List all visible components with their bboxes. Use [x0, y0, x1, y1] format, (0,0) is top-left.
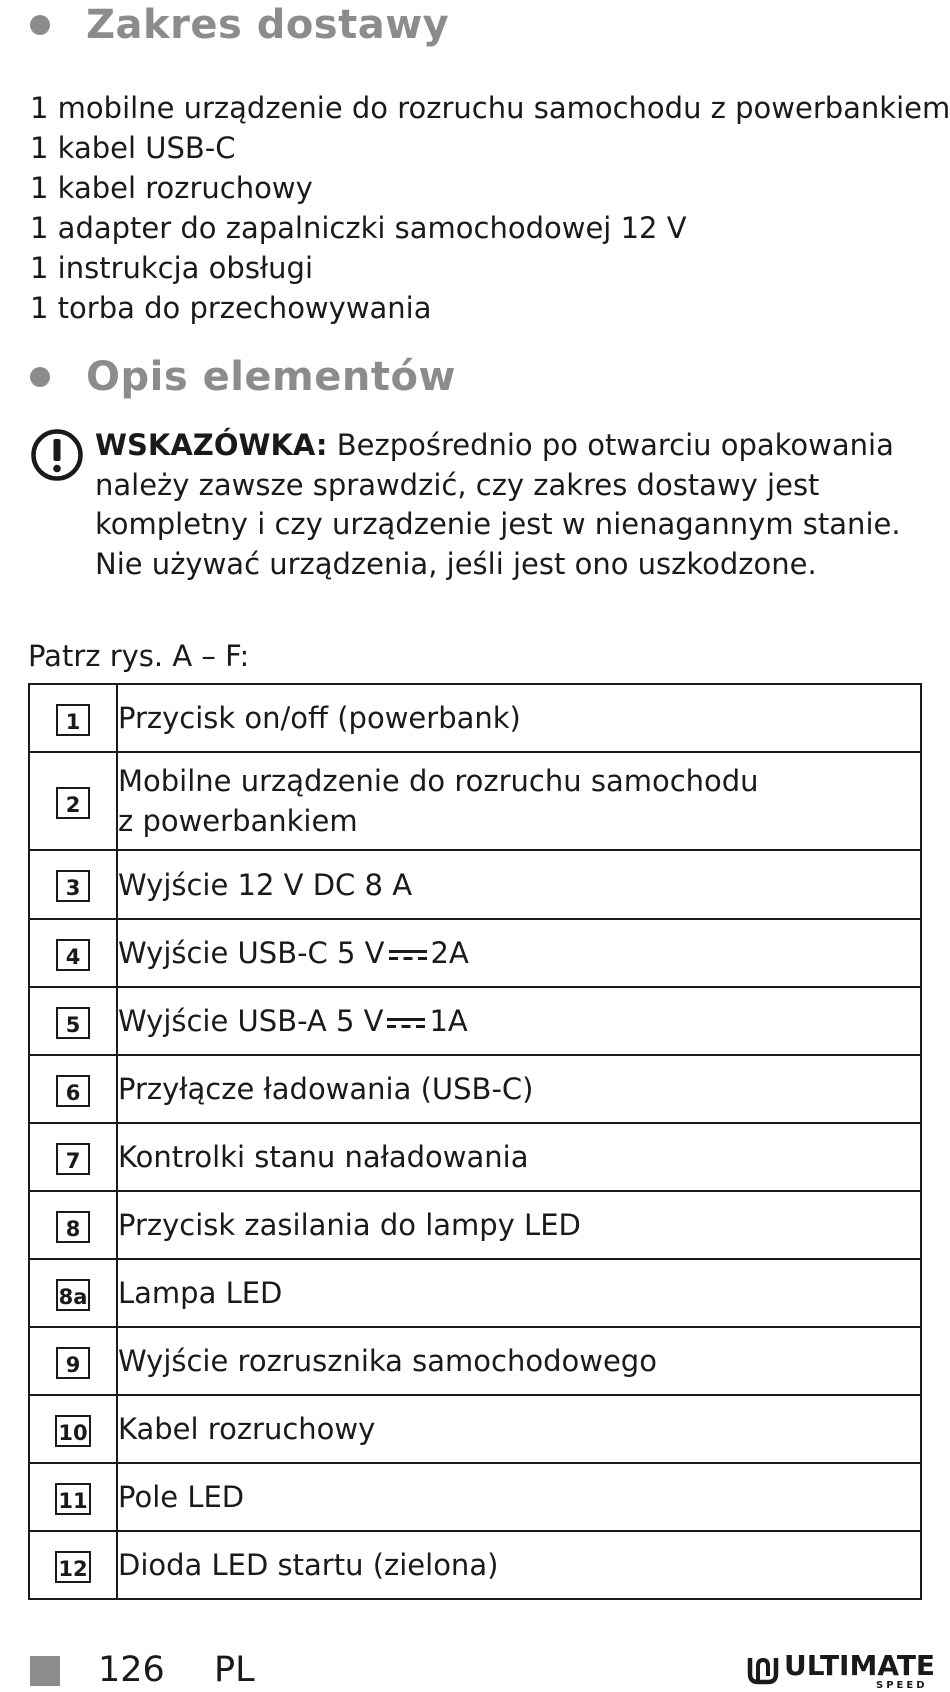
bullet-icon — [30, 15, 50, 35]
part-description-line: Mobilne urządzenie do rozruchu samochodu — [118, 764, 759, 798]
brand-name: ULTIMATE — [784, 1649, 936, 1682]
dc-current-icon — [389, 948, 427, 962]
part-description — [117, 752, 921, 850]
part-number: 8 — [56, 1211, 90, 1243]
part-description — [117, 919, 921, 987]
part-number: 6 — [56, 1075, 90, 1107]
part-description: Przycisk on/off (powerbank) — [117, 684, 921, 752]
part-number: 9 — [56, 1347, 90, 1379]
list-item: 1 kabel rozruchowy — [30, 171, 313, 205]
table-row — [29, 1191, 921, 1259]
part-number: 7 — [56, 1143, 90, 1175]
part-number: 10 — [55, 1415, 90, 1447]
list-item: 1 kabel USB-C — [30, 131, 236, 165]
bullet-icon — [30, 367, 50, 387]
language-code: PL — [214, 1650, 255, 1690]
ultimate-speed-logo-icon — [746, 1652, 780, 1686]
section-title: Zakres dostawy — [86, 2, 450, 48]
section-heading-scope — [30, 2, 449, 48]
part-description: Kontrolki stanu naładowania — [117, 1123, 921, 1191]
exclamation-circle-icon — [30, 428, 84, 482]
table-row — [29, 919, 921, 987]
table-row — [29, 1395, 921, 1463]
part-description: Wyjście 12 V DC 8 A — [117, 850, 921, 919]
table-row — [29, 1531, 921, 1599]
note-body: Bezpośrednio po otwarciu opakowania należy zawsze sprawdzić, czy zakres dostawy jest kompletny i czy urządzenie jest w nienagannym stanie. Nie używać urządzenia, jeśli jest ono uszkodzone. — [95, 428, 901, 581]
part-number: 4 — [56, 939, 90, 971]
table-row — [29, 1327, 921, 1395]
part-description: Lampa LED — [117, 1259, 921, 1327]
list-item: 1 adapter do zapalniczki samochodowej 12 V — [30, 211, 687, 245]
part-description-value: 2A — [430, 936, 469, 970]
page-number: 126 — [98, 1650, 165, 1690]
part-number: 1 — [56, 704, 90, 736]
section-title: Opis elementów — [86, 354, 456, 400]
part-description: Przyłącze ładowania (USB-C) — [117, 1055, 921, 1123]
part-number: 12 — [55, 1551, 90, 1583]
part-description: Pole LED — [117, 1463, 921, 1531]
list-item: 1 instrukcja obsługi — [30, 251, 314, 285]
part-number: 3 — [56, 870, 90, 902]
part-description: Dioda LED startu (zielona) — [117, 1531, 921, 1599]
table-row — [29, 752, 921, 850]
list-item: 1 torba do przechowywania — [30, 291, 432, 325]
section-heading-parts — [30, 354, 456, 400]
part-number: 8a — [56, 1279, 91, 1311]
table-row — [29, 684, 921, 752]
part-description-text: Wyjście USB-A 5 V — [118, 1004, 384, 1038]
part-number: 11 — [55, 1483, 90, 1515]
part-description-text: Wyjście USB-C 5 V — [118, 936, 385, 970]
brand-tagline: SPEED — [876, 1680, 928, 1691]
part-description — [117, 987, 921, 1055]
part-description-value: 1A — [429, 1004, 468, 1038]
see-figures-label: Patrz rys. A – F: — [28, 639, 250, 673]
parts-table — [28, 683, 922, 1600]
note-label: WSKAZÓWKA: — [95, 428, 328, 462]
table-row — [29, 1463, 921, 1531]
part-description: Wyjście rozrusznika samochodowego — [117, 1327, 921, 1395]
scope-of-delivery-list — [30, 88, 950, 328]
dc-current-icon — [387, 1016, 425, 1030]
note-text — [95, 426, 925, 584]
table-row — [29, 1055, 921, 1123]
list-item: 1 mobilne urządzenie do rozruchu samochodu z powerbankiem — [30, 91, 950, 125]
table-row — [29, 1123, 921, 1191]
note-block — [30, 426, 910, 584]
table-row — [29, 850, 921, 919]
part-description: Kabel rozruchowy — [117, 1395, 921, 1463]
table-row — [29, 1259, 921, 1327]
part-description: Przycisk zasilania do lampy LED — [117, 1191, 921, 1259]
table-row — [29, 987, 921, 1055]
part-description-line: z powerbankiem — [118, 804, 358, 838]
brand-logo — [746, 1649, 936, 1692]
part-number: 5 — [56, 1007, 90, 1039]
page-marker — [30, 1656, 60, 1686]
part-number: 2 — [56, 787, 90, 819]
